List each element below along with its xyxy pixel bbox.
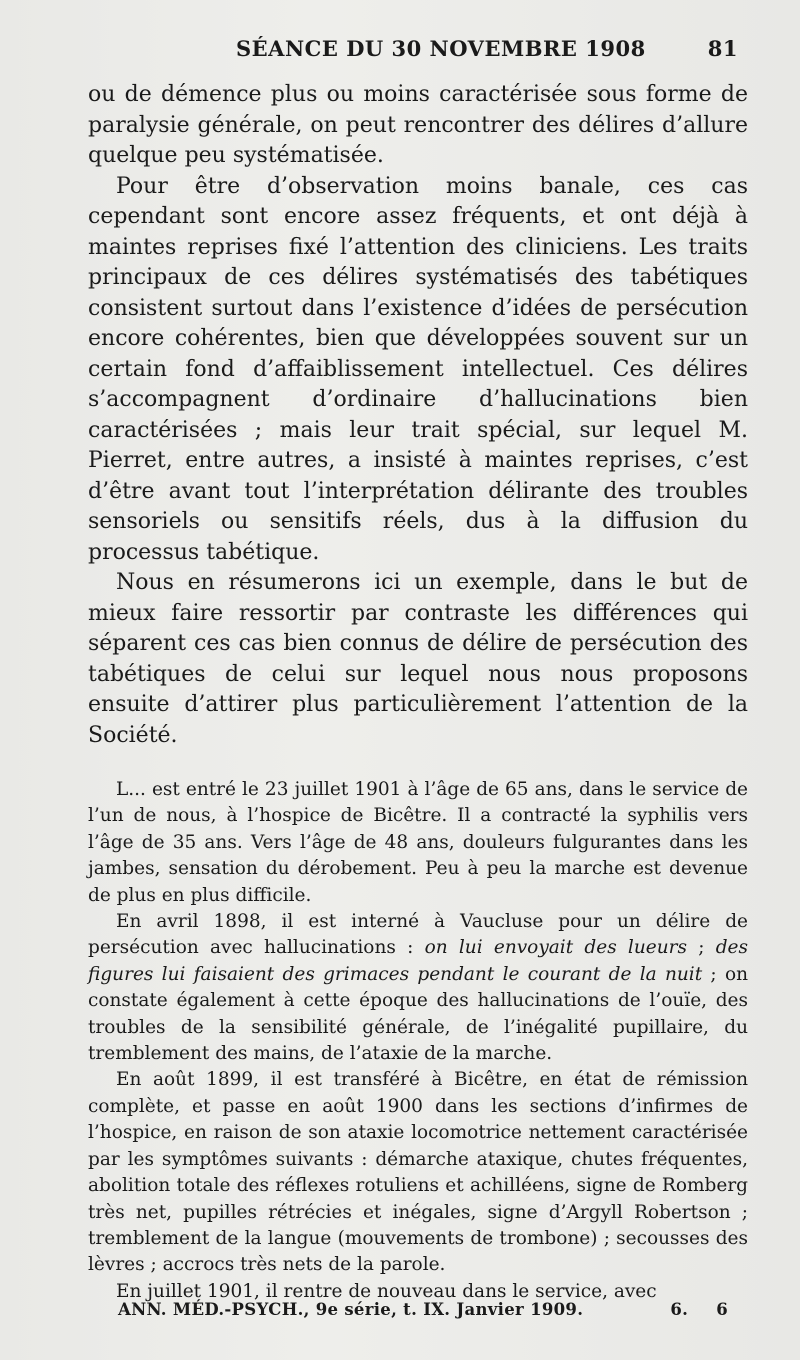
case-text-run: ; <box>686 937 716 959</box>
case-text-run: En avril 1898, il est interné à Vaucluse pour un délire de persécution avec hallucinations : <box>88 911 748 959</box>
journal-citation: ANN. MÉD.-PSYCH., 9e série, t. IX. Janvier 1909. <box>118 1300 584 1319</box>
page-number: 81 <box>707 36 738 61</box>
printer-signature: 6. 6 <box>670 1300 728 1319</box>
case-paragraph: En juillet 1901, il rentre de nouveau dans le service, avec <box>116 1280 657 1302</box>
case-report <box>88 777 748 1305</box>
body-text <box>88 80 748 751</box>
running-header <box>88 36 748 80</box>
section-gap <box>88 751 748 777</box>
case-paragraph <box>88 909 748 1067</box>
paragraph: ou de démence plus ou moins caractérisée sous forme de paralysie générale, on peut rencontrer des délires d’allure quelque peu systématisée. <box>88 82 748 168</box>
paragraph: Nous en résumerons ici un exemple, dans le but de mieux faire ressortir par contraste les différences qui séparent ces cas bien connus de délire de persécution des tabétiques de celui sur lequel nous nous proposons ensuite d’attirer plus particulièrement l’attention de la Société. <box>88 570 748 748</box>
case-italic-quote: des figures lui faisaient des grimaces pendant le courant de la nuit <box>88 937 748 985</box>
running-title: SÉANCE DU 30 NOVEMBRE 1908 <box>236 36 646 61</box>
case-text-run: ; on constate également à cette époque des hallucinations de l’ouïe, des troubles de la sensibilité générale, de l’inégalité pupillaire, du tremblement des mains, de l’ataxie de la marche. <box>88 963 748 1065</box>
case-paragraph: L... est entré le 23 juillet 1901 à l’âge de 65 ans, dans le service de l’un de nous, à l’hospice de Bicêtre. Il a contracté la syphilis vers l’âge de 35 ans. Vers l’âge de 48 ans, douleurs fulgurantes dans les jambes, sensation du dérobement. Peu à peu la marche est devenue de plus en plus difficile. <box>88 779 748 906</box>
case-italic-quote: on lui envoyait des lueurs <box>424 937 687 959</box>
paragraph: Pour être d’observation moins banale, ces cas cependant sont encore assez fréquents, et ont déjà à maintes reprises fixé l’attention des cliniciens. Les traits principaux de ces délires systématisés des tabétiques consistent surtout dans l’existence d’idées de persécution encore cohérentes, bien que développées souvent sur un certain fond d’affaiblissement intellectuel. Ces délires s’accompagnent d’ordinaire d’hallucinations bien caractérisées ; mais leur trait spécial, sur lequel M. Pierret, entre autres, a insisté à maintes reprises, c’est d’être avant tout l’interprétation délirante des troubles sensoriels ou sensitifs réels, dus à la diffusion du processus tabétique. <box>88 173 748 565</box>
case-paragraph: En août 1899, il est transféré à Bicêtre, en état de rémission complète, et passe en août 1900 dans les sections d’infirmes de l’hospice, en raison de son ataxie locomotrice nettement caractérisée par les symptômes suivants : démarche ataxique, chutes fréquentes, abolition totale des réflexes rotuliens et achilléens, signe de Romberg très net, pupilles rétrécies et inégales, signe d’Argyll Robertson ; tremblement de la langue (mouvements de trombone) ; secousses des lèvres ; accrocs très nets de la parole. <box>88 1069 748 1276</box>
